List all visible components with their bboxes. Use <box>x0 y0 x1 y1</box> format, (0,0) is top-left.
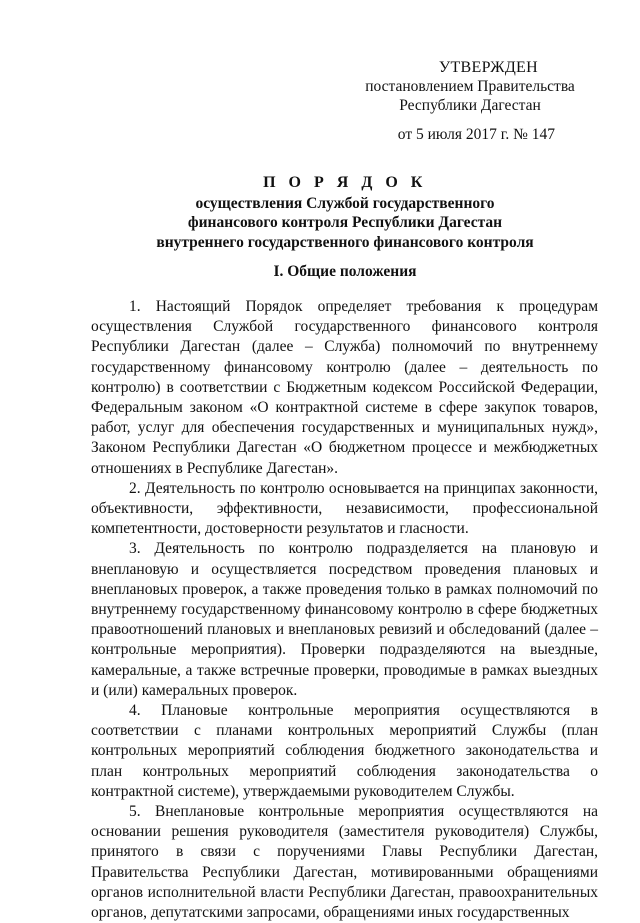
section-title: I. Общие положения <box>273 263 417 280</box>
approval-line-1: постановлением Правительства <box>365 78 575 95</box>
document-heading <box>60 173 630 252</box>
document-type: П О Р Я Д О К <box>263 174 427 191</box>
paragraph-2: 2. Деятельность по контролю основывается на принципах законности, объективности, эффективности, независимости, профессиональной компетентности, достоверности результатов и гласности. <box>91 479 598 538</box>
paragraph-5: 5. Внеплановые контрольные мероприятия осуществляются на основании решения руководителя (заместителя руководителя) Службы, принятого в связи с поручениями Главы Республики Дагестан, Правительства Республики Дагестан, мотивированными обращениями органов исполнительной власти Республики Дагестан, правоохранительных органов, депутатскими запросами, обращениями иных государственных <box>91 803 598 922</box>
approval-stamp <box>355 58 585 144</box>
heading-line-3: внутреннего государственного финансового контроля <box>156 233 534 251</box>
approval-title: УТВЕРЖДЕН <box>438 59 538 76</box>
paragraph-1: 1. Настоящий Порядок определяет требования к процедурам осуществления Службой государственного финансового контроля Республики Дагестан (далее – Служба) полномочий по внутреннему государственному финансовому контролю (далее – деятельность по контролю) в соответствии с Бюджетным кодексом Российской Федерации, Федеральным законом «О контрактной системе в сфере закупок товаров, работ, услуг для обеспечения государственных и муниципальных нужд», Законом Республики Дагестан «О бюджетном процессе и межбюджетных отношениях в Республике Дагестан». <box>91 298 598 477</box>
approval-date: от 5 июля 2017 г. № 147 <box>397 126 555 143</box>
paragraph-4: 4. Плановые контрольные мероприятия осуществляются в соответствии с планами контрольных мероприятий Службы (план контрольных мероприятий соблюдения бюджетного законодательства и план контрольных мероприятий соблюдения законодательства о контрактной системе), утверждаемыми руководителем Службы. <box>91 702 598 800</box>
paragraph-3: 3. Деятельность по контролю подразделяется на плановую и внеплановую и осуществляется посредством проведения плановых и внеплановых проверок, а также проведения только в рамках полномочий по внутреннему государственному финансовому контролю в сфере бюджетных правоотношений плановых и внеплановых ревизий и обследований (далее – контрольные мероприятия). Проверки подразделяются на выездные, камеральные, а также встречные проверки, проводимые в рамках выездных и (или) камеральных проверок. <box>91 540 598 699</box>
heading-line-2: финансового контроля Республики Дагестан <box>187 214 503 231</box>
document-body <box>91 297 598 923</box>
approval-line-2: Республики Дагестан <box>399 97 541 114</box>
heading-line-1: осуществления Службой государственного <box>195 194 495 212</box>
